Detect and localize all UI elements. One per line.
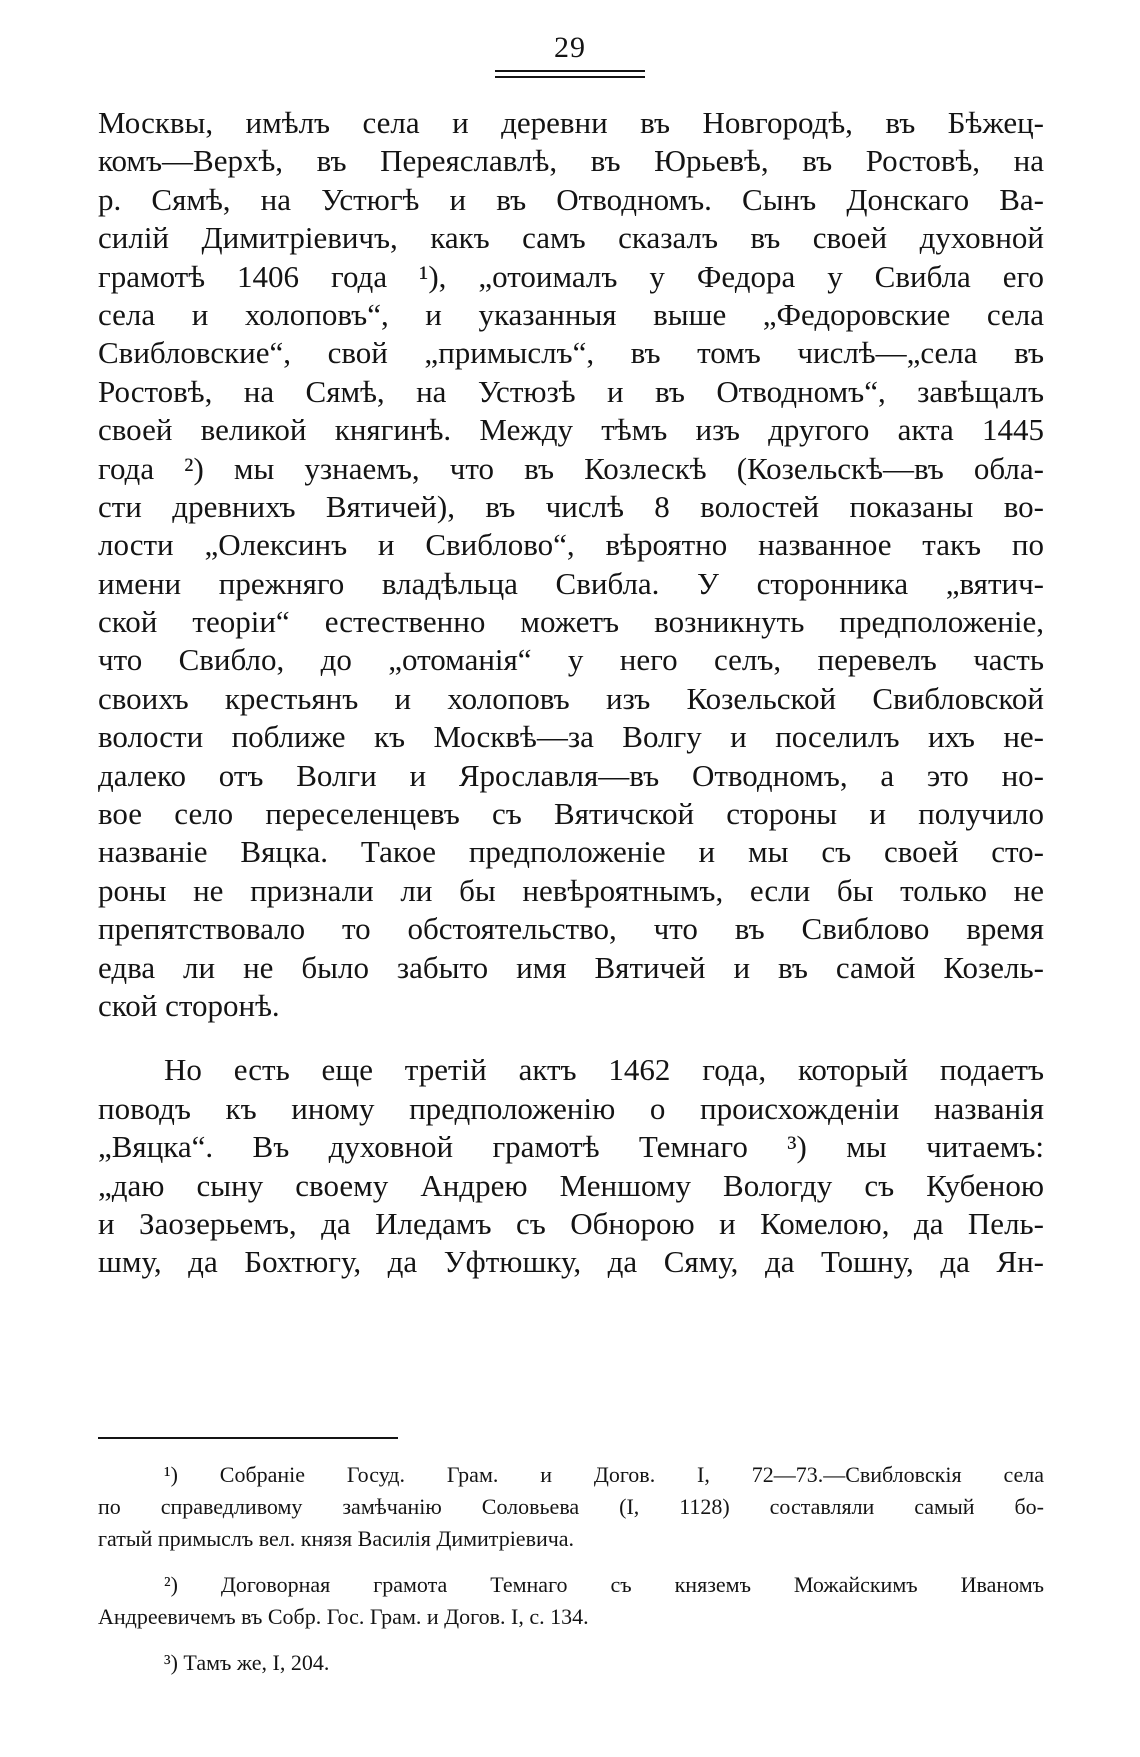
- footnote-line: ³) Тамъ же, I, 204.: [164, 1650, 330, 1675]
- text-line: роны не признали ли бы невѣроятнымъ, если бы только не: [98, 872, 1044, 908]
- text-line: Москвы, имѣлъ села и деревни въ Новгородѣ, въ Бѣжец-: [98, 105, 1044, 140]
- text-line: лости „Олексинъ и Свиблово“, вѣроятно названное такъ по: [98, 527, 1044, 563]
- text-line: препятствовало то обстоятельство, что въ Свиблово время: [98, 911, 1044, 947]
- text-line: ской теоріи“ естественно можетъ возникнуть предположеніе,: [98, 604, 1044, 640]
- text-line: своихъ крестьянъ и холоповъ изъ Козельской Свибловской: [98, 680, 1044, 716]
- text-line: грамотѣ 1406 года ¹), „отоималъ у Федора у Свибла его: [98, 258, 1044, 294]
- paragraph-spacer: [98, 1025, 1044, 1051]
- text-line: поводъ къ иному предположенію о происхожденіи названія: [98, 1090, 1044, 1126]
- footnote-line: по справедливому замѣчанію Соловьева (I, 1128) составляли самый бо-: [98, 1494, 1044, 1519]
- text-line: волости поближе къ Москвѣ—за Волгу и поселилъ ихъ не-: [98, 719, 1044, 755]
- text-line: сти древнихъ Вятичей), въ числѣ 8 волостей показаны во-: [98, 488, 1044, 524]
- footnote: [98, 1459, 1044, 1555]
- footnote-line: ²) Договорная грамота Темнаго съ княземъ Можайскимъ Иваномъ: [164, 1572, 1044, 1597]
- text-line: ской сторонѣ.: [98, 987, 280, 1023]
- page-number-underline: [495, 76, 645, 78]
- footnote: [98, 1569, 1044, 1633]
- text-line: силій Димитріевичъ, какъ самъ сказалъ въ своей духовной: [98, 220, 1044, 256]
- text-line: Но есть еще третій актъ 1462 года, который подаетъ: [164, 1052, 1044, 1088]
- text-line: Ростовѣ, на Сямѣ, на Устюзѣ и въ Отводномъ“, завѣщалъ: [98, 373, 1044, 409]
- text-line: что Свибло, до „отоманія“ у него селъ, перевелъ часть: [98, 642, 1044, 678]
- footnote-spacer: [98, 1555, 1044, 1569]
- text-line: вое село переселенцевъ съ Вятичской стороны и получило: [98, 796, 1044, 832]
- text-line: года ²) мы узнаемъ, что въ Козлескѣ (Козельскѣ—въ обла-: [98, 450, 1044, 486]
- text-line: „Вяцка“. Въ духовной грамотѣ Темнаго ³) мы читаемъ:: [98, 1129, 1044, 1165]
- text-line: села и холоповъ“, и указанныя выше „Федоровские села: [98, 296, 1044, 332]
- text-line: комъ—Верхѣ, въ Переяславлѣ, въ Юрьевѣ, въ Ростовѣ, на: [98, 143, 1044, 179]
- text-line: названіе Вяцка. Такое предположеніе и мы съ своей сто-: [98, 834, 1044, 870]
- text-line: р. Сямѣ, на Устюгѣ и въ Отводномъ. Сынъ Донскаго Ва-: [98, 181, 1044, 217]
- text-line: далеко отъ Волги и Ярославля—въ Отводномъ, а это но-: [98, 757, 1044, 793]
- text-line: своей великой княгинѣ. Между тѣмъ изъ другого акта 1445: [98, 412, 1044, 448]
- footnote-separator: [98, 1437, 398, 1439]
- text-line: „даю сыну своему Андрею Меншому Вологду съ Кубеною: [98, 1167, 1044, 1203]
- text-line: шму, да Бохтюгу, да Уфтюшку, да Сяму, да Тошну, да Ян-: [98, 1244, 1044, 1280]
- page-number-underline: [495, 70, 645, 72]
- footnote-line: Андреевичемъ въ Собр. Гос. Грам. и Догов. I, с. 134.: [98, 1604, 589, 1629]
- text-line: имени прежняго владѣльца Свибла. У сторонника „вятич-: [98, 565, 1044, 601]
- paragraph: [98, 1051, 1044, 1281]
- paragraph: [98, 104, 1044, 1025]
- footnotes: [98, 1459, 1044, 1679]
- page-number: 29: [554, 31, 586, 64]
- text-line: Свибловские“, свой „примыслъ“, въ томъ числѣ—„села въ: [98, 335, 1044, 371]
- footnote: [98, 1647, 1044, 1679]
- body-text: [98, 104, 1044, 1282]
- footnote-line: ¹) Собраніе Госуд. Грам. и Догов. I, 72—73.—Свибловскія села: [164, 1462, 1044, 1487]
- footnote-line: гатый примыслъ вел. князя Василія Димитріевича.: [98, 1526, 575, 1551]
- text-line: и Заозерьемъ, да Иледамъ съ Обнорою и Комелою, да Пель-: [98, 1205, 1044, 1241]
- text-line: едва ли не было забыто имя Вятичей и въ самой Козель-: [98, 949, 1044, 985]
- footnote-spacer: [98, 1633, 1044, 1647]
